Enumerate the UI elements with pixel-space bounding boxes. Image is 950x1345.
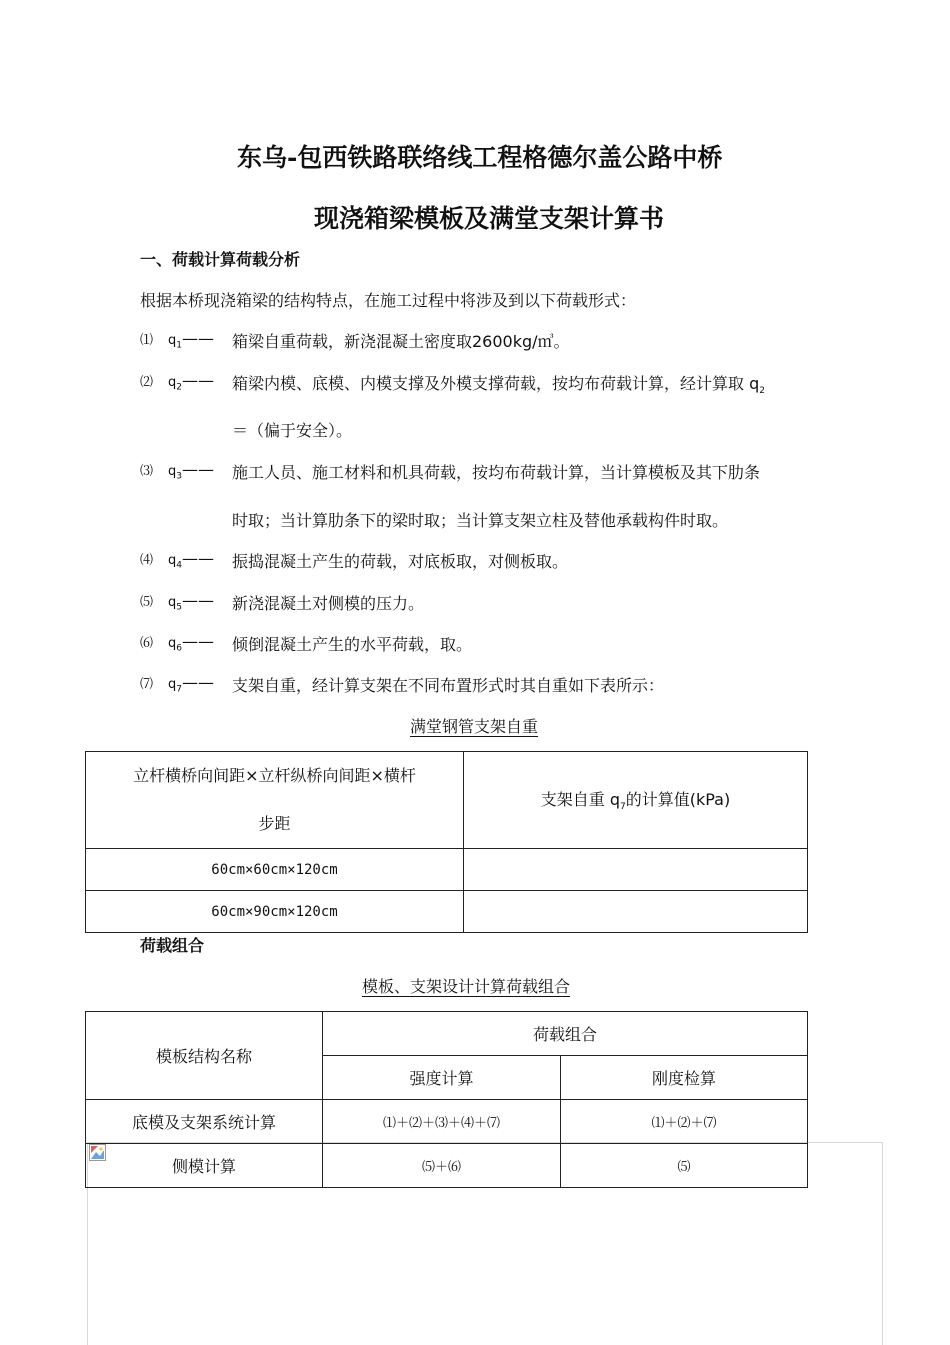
load-symbol: $q_2$ — [168, 375, 182, 393]
cell-strength: ⑴＋⑵＋⑶＋⑷＋⑺ — [323, 1100, 561, 1144]
header-structure-name: 模板结构名称 — [86, 1012, 323, 1100]
cell-value — [464, 891, 808, 933]
load-text: 振捣混凝土产生的荷载，对底板取，对侧板取。 — [232, 552, 569, 571]
header-load-combination: 荷载组合 — [323, 1012, 808, 1056]
load-dash: —— — [182, 632, 214, 651]
load-item-3-continued: 时取；当计算肋条下的梁时取；当计算支架立柱及替他承载构件时取。 — [232, 511, 729, 530]
load-text: 箱梁自重荷载，新浇混凝土密度取2600kg/㎥。 — [232, 332, 570, 351]
load-dash: —— — [182, 549, 214, 568]
cell-structure-name: 侧模计算 — [86, 1144, 323, 1188]
load-item-2-continued: ＝（偏于安全）。 — [232, 421, 353, 440]
load-number: ⑶ — [140, 464, 154, 479]
load-item-5 — [140, 591, 425, 613]
load-item-7 — [140, 673, 665, 695]
cell-strength: ⑸＋⑹ — [323, 1144, 561, 1188]
table-header-row — [86, 752, 808, 849]
scaffold-weight-table — [85, 751, 808, 933]
section-heading-load-analysis: 一、荷载计算荷载分析 — [140, 250, 301, 269]
load-number: ⑺ — [140, 677, 154, 692]
cell-spacing: 60cm×90cm×120cm — [86, 891, 464, 933]
cell-value — [464, 849, 808, 891]
load-symbol: $q_6$ — [168, 636, 182, 654]
table-row — [86, 1100, 808, 1144]
load-text: 倾倒混凝土产生的水平荷载，取。 — [232, 635, 473, 654]
load-dash: —— — [182, 591, 214, 610]
table2-caption: 模板、支架设计计算荷载组合 — [362, 977, 571, 996]
load-symbol: $q_3$ — [168, 464, 182, 482]
load-dash: —— — [182, 329, 214, 348]
header-spacing: 立杆横桥向间距×立杆纵桥向间距×横杆 步距 — [86, 752, 464, 849]
load-dash: —— — [182, 371, 214, 390]
load-dash: —— — [182, 673, 214, 692]
section-heading-load-combination: 荷载组合 — [140, 936, 205, 955]
cell-stiffness: ⑴＋⑵＋⑺ — [561, 1100, 808, 1144]
table1-caption: 满堂钢管支架自重 — [410, 717, 539, 736]
load-text: 支架自重，经计算支架在不同布置形式时其自重如下表所示： — [232, 676, 665, 695]
load-number: ⑴ — [140, 333, 154, 348]
load-item-2 — [140, 371, 765, 397]
load-symbol: $q_4$ — [168, 553, 182, 571]
document-title: 东乌-包西铁路联络线工程格德尔盖公路中桥 — [237, 143, 723, 172]
load-symbol: $q_7$ — [168, 677, 182, 695]
cell-stiffness: ⑸ — [561, 1144, 808, 1188]
load-symbol: $q_5$ — [168, 595, 182, 613]
load-item-6 — [140, 632, 473, 654]
load-number: ⑷ — [140, 553, 154, 568]
load-text: 新浇混凝土对侧模的压力。 — [232, 594, 425, 613]
table-row — [86, 1144, 808, 1188]
table-row — [86, 891, 808, 933]
table-header-row — [86, 1012, 808, 1056]
header-self-weight: 支架自重 $q_7$的计算值(kPa) — [464, 752, 808, 849]
load-symbol: $q_1$ — [168, 333, 182, 351]
load-combination-table — [85, 1011, 808, 1188]
load-number: ⑸ — [140, 595, 154, 610]
load-text: 施工人员、施工材料和机具荷载，按均布荷载计算，当计算模板及其下肋条 — [232, 463, 761, 482]
load-text: 箱梁内模、底模、内模支撑及外模支撑荷载，按均布荷载计算，经计算取 $q_2$ — [232, 374, 765, 397]
cell-spacing: 60cm×60cm×120cm — [86, 849, 464, 891]
load-item-3 — [140, 460, 761, 482]
load-number: ⑹ — [140, 636, 154, 651]
load-item-1 — [140, 329, 570, 351]
table-row — [86, 849, 808, 891]
header-strength: 强度计算 — [323, 1056, 561, 1100]
load-item-4 — [140, 549, 569, 571]
load-number: ⑵ — [140, 375, 154, 390]
header-stiffness: 刚度检算 — [561, 1056, 808, 1100]
document-subtitle: 现浇箱梁模板及满堂支架计算书 — [314, 204, 665, 233]
load-dash: —— — [182, 460, 214, 479]
cell-structure-name: 底模及支架系统计算 — [86, 1100, 323, 1144]
intro-paragraph: 根据本桥现浇箱梁的结构特点，在施工过程中将涉及到以下荷载形式： — [140, 291, 637, 310]
